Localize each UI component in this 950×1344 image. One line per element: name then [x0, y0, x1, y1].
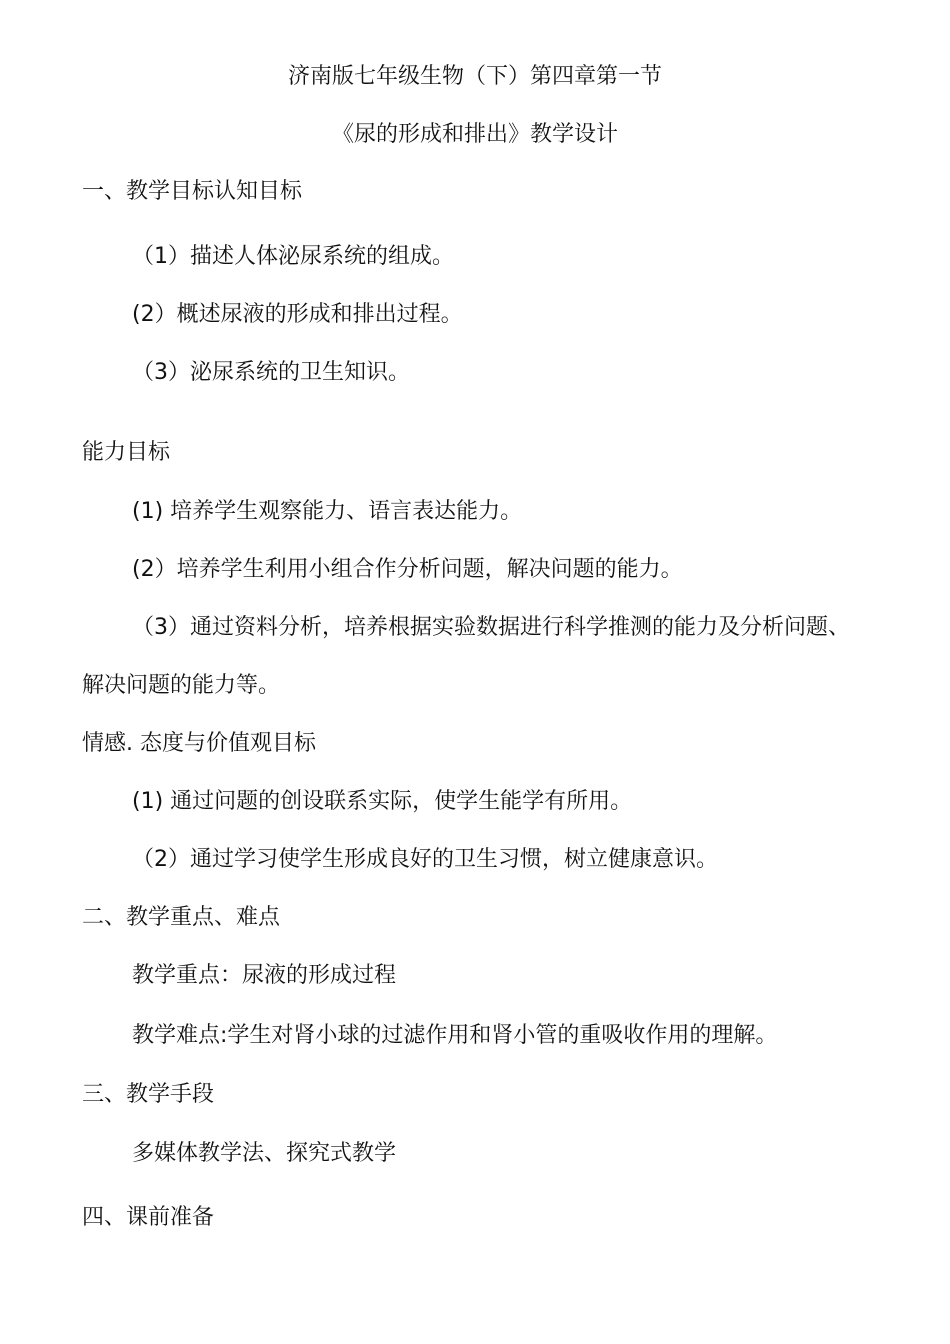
emotion-goal-item-1: (1) 通过问题的创设联系实际，使学生能学有所用。 — [132, 789, 633, 814]
section-4-heading: 四、课前准备 — [82, 1205, 215, 1230]
ability-goal-item-3-continuation: 解决问题的能力等。 — [82, 673, 281, 698]
cognitive-goal-item-3: （3）泌尿系统的卫生知识。 — [132, 360, 410, 385]
cognitive-goal-item-2: (2）概述尿液的形成和排出过程。 — [132, 302, 463, 327]
ability-goal-item-1: (1) 培养学生观察能力、语言表达能力。 — [132, 499, 523, 524]
ability-goal-item-2: (2）培养学生利用小组合作分析问题，解决问题的能力。 — [132, 557, 683, 582]
teaching-method: 多媒体教学法、探究式教学 — [132, 1141, 397, 1166]
section-1-heading: 一、教学目标认知目标 — [82, 179, 303, 204]
cognitive-goal-item-1: （1）描述人体泌尿系统的组成。 — [132, 244, 454, 269]
teaching-difficult-point: 教学难点:学生对肾小球的过滤作用和肾小管的重吸收作用的理解。 — [132, 1023, 778, 1048]
document-title-line-2: 《尿的形成和排出》教学设计 — [331, 122, 618, 147]
ability-goal-item-3: （3）通过资料分析，培养根据实验数据进行科学推测的能力及分析问题、 — [132, 615, 850, 640]
ability-goal-heading: 能力目标 — [82, 440, 171, 465]
teaching-key-point: 教学重点：尿液的形成过程 — [132, 963, 397, 988]
section-2-heading: 二、教学重点、难点 — [82, 905, 281, 930]
document-title-line-1: 济南版七年级生物（下）第四章第一节 — [287, 64, 662, 89]
emotion-goal-item-2: （2）通过学习使学生形成良好的卫生习惯，树立健康意识。 — [132, 847, 718, 872]
emotion-goal-heading: 情感. 态度与价值观目标 — [82, 731, 316, 756]
section-3-heading: 三、教学手段 — [82, 1082, 215, 1107]
